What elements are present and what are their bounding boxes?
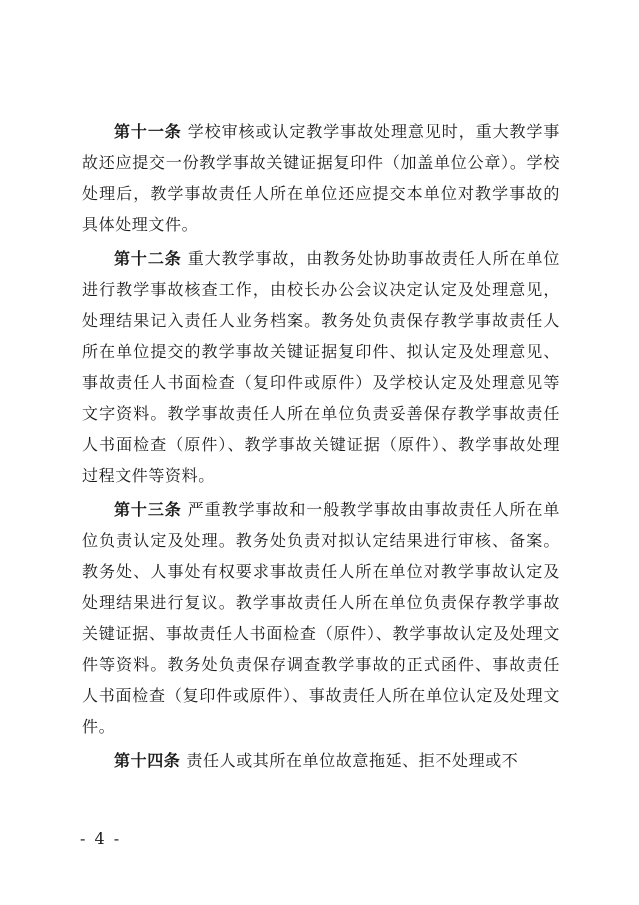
document-body xyxy=(82,116,560,776)
article-12-paragraph xyxy=(82,243,560,491)
article-13-paragraph xyxy=(82,494,560,742)
article-14-paragraph xyxy=(82,745,560,776)
article-13-label: 第十三条 xyxy=(114,500,182,519)
article-14-label: 第十四条 xyxy=(114,751,181,770)
page-number: - 4 - xyxy=(80,829,122,848)
article-12-label: 第十二条 xyxy=(114,249,182,268)
article-11-text: 学校审核或认定教学事故处理意见时，重大教学事故还应提交一份教学事故关键证据复印件（加盖单位公章）。学校处理后，教学事故责任人所在单位还应提交本单位对教学事故的具体处理文件。 xyxy=(82,122,560,234)
article-14-text: 责任人或其所在单位故意拖延、拒不处理或不 xyxy=(186,751,519,770)
article-12-text: 重大教学事故，由教务处协助事故责任人所在单位进行教学事故核查工作，由校长办公会议决定认定及处理意见，处理结果记入责任人业务档案。教务处负责保存教学事故责任人所在单位提交的教学事故关键证据复印件、拟认定及处理意见、事故责任人书面检查（复印件或原件）及学校认定及处理意见等文字资料。教学事故责任人所在单位负责妥善保存教学事故责任人书面检查（原件）、教学事故关键证据（原件）、教学事故处理过程文件等资料。 xyxy=(82,249,560,485)
article-11-label: 第十一条 xyxy=(114,122,182,141)
article-11-paragraph xyxy=(82,116,560,240)
article-13-text: 严重教学事故和一般教学事故由事故责任人所在单位负责认定及处理。教务处负责对拟认定结果进行审核、备案。教务处、人事处有权要求事故责任人所在单位对教学事故认定及处理结果进行复议。教学事故责任人所在单位负责保存教学事故关键证据、事故责任人书面检查（原件）、教学事故认定及处理文件等资料。教务处负责保存调查教学事故的正式函件、事故责任人书面检查（复印件或原件）、事故责任人所在单位认定及处理文件。 xyxy=(82,500,560,736)
